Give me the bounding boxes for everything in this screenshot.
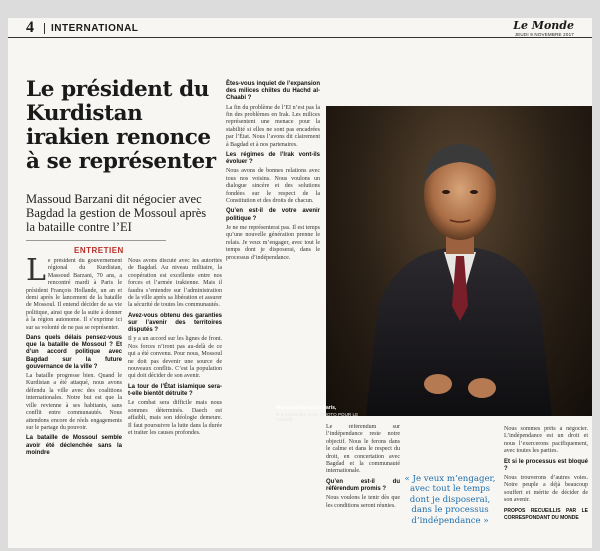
answer: Nous avons de bonnes relations avec tous nos voisins. Nous voulons un dialogue sincère et des solutions fondées sur le respect de la Constitution et des droits de chacun. bbox=[226, 168, 320, 205]
answer: La fin du problème de l’EI n’est pas la fin des problèmes en Irak. Les milices représentent une menace pour la stabilité si elles ne sont pas encadrées par l’État. Nous l’avons dit clairement à Bagdad et à nos partenaires. bbox=[226, 104, 320, 148]
text-column-5 bbox=[504, 426, 588, 548]
answer: Le combat sera difficile mais nous sommes déterminés. Daech est affaibli, mais son idéologie demeure. Il faut poursuivre la lutte dans la durée et traiter les causes profondes. bbox=[128, 400, 222, 436]
question: Qu’en est-il du référendum promis ? bbox=[326, 478, 400, 493]
article-kicker: ENTRETIEN bbox=[74, 246, 124, 255]
masthead-logo: Le Monde bbox=[513, 19, 574, 32]
question: La tour de l’État islamique sera-t-elle bientôt détruite ? bbox=[128, 383, 222, 398]
question: Et si le processus est bloqué ? bbox=[504, 458, 588, 472]
question: La bataille de Mossoul semble avoir été déclenchée sans la moindre bbox=[26, 435, 122, 456]
question: Avez-vous obtenu des garanties sur l’avenir des territoires disputés ? bbox=[128, 312, 222, 334]
lead-text: e président du gouvernement régional du Kurdistan, Massoud Barzani, 70 ans, a rencontré mardi à Paris le président François Hollande, un an et demi après le lancement de la bataille de Mossoul. Il entend décider de sa vie politique, ainsi que de la suite à donner à la région autonome. Il s’exprime ici sur sa volonté de ne pas se représenter. bbox=[26, 258, 122, 331]
pull-quote: « Je veux m’engager, avec tout le temps dont je disposerai, dans le processus d’indépendance » bbox=[404, 474, 496, 526]
dropcap: L bbox=[26, 258, 46, 288]
divider bbox=[26, 240, 166, 241]
answer: La bataille progresse bien. Quand le Kurdistan a été attaqué, nous avons défendu la ville avec des coalitions internationales. Notre but est que la ville revienne à ses habitants, sans conflit entre communautés. Nous attendons encore de réels engagements sur le partage du pouvoir. bbox=[26, 373, 122, 431]
text-column-1 bbox=[26, 258, 122, 548]
answer: Il y a un accord sur les lignes de front. Nos forces n’iront pas au-delà de ce qui a été convenu. Pour nous, Mossoul ne doit pas devenir une source de nouveaux conflits. C’est la population qui doit décider de son avenir. bbox=[128, 336, 222, 380]
article-headline: Le président du Kurdistan irakien renonce à se représenter bbox=[26, 77, 216, 174]
portrait-illustration bbox=[326, 106, 592, 416]
answer: Le référendum sur l’indépendance reste notre objectif. Nous le ferons dans le calme et dans le respect du droit, en concertation avec Bagdad et la communauté internationale. bbox=[326, 424, 400, 475]
answer: Nous avons discuté avec les autorités de Bagdad. Au niveau militaire, la coopération est excellente entre nos forces et l’armée irakienne. Mais il faudra s’entendre sur l’administration de la ville après sa libération et assurer la sécurité de toutes les communautés. bbox=[128, 258, 222, 309]
text-column-4 bbox=[326, 424, 400, 548]
question: Êtes-vous inquiet de l’expansion des milices chiites du Hachd al-Chaabi ? bbox=[226, 81, 320, 102]
page-number: 4 bbox=[26, 19, 34, 36]
answer: Je ne me représenterai pas. Il est temps qu’une nouvelle génération prenne le relais. Je veux m’engager, avec tout le temps dont je disposerai, dans le processus d’indépendance. bbox=[226, 224, 320, 261]
section-label: INTERNATIONAL bbox=[44, 23, 138, 34]
masthead bbox=[513, 19, 574, 37]
answer: Nous sommes prêts à négocier. L’indépendance est un droit et nous l’exercerons pacifiquement, avec toutes les parties. bbox=[504, 426, 588, 455]
answer: Nous trouverons d’autres voies. Notre peuple a déjà beaucoup souffert et mérite de décider de son avenir. bbox=[504, 475, 588, 504]
text-column-3 bbox=[226, 78, 320, 548]
article-subhead: Massoud Barzani dit négocier avec Bagdad la gestion de Mossoul après la bataille contre l’EI bbox=[26, 192, 207, 234]
question: Les régimes de l’Irak vont-ils évoluer ? bbox=[226, 152, 320, 166]
text-column-2 bbox=[128, 258, 222, 548]
question: Qu’en est-il de votre avenir politique ? bbox=[226, 208, 320, 222]
answer: Nous voulons le tenir dès que les conditions seront réunies. bbox=[326, 495, 400, 509]
caption-text: le 8 septembre 2016. PHOTO POUR LE MONDE bbox=[276, 411, 359, 422]
lead-paragraph bbox=[26, 258, 122, 332]
question: Dans quels délais pensez-vous que la bataille de Mossoul ? Et d’un accord politique avec Bagdad sur la future gouvernance de la ville ? bbox=[26, 335, 122, 370]
page-header bbox=[8, 18, 592, 38]
newspaper-page bbox=[8, 18, 592, 548]
portrait-photo bbox=[326, 106, 592, 416]
photo-caption bbox=[276, 406, 366, 423]
issue-date: JEUDI 9 NOVEMBRE 2017 bbox=[514, 32, 574, 37]
caption-title: Massoud Barzani à Paris, bbox=[276, 405, 337, 411]
article-credit: PROPOS RECUEILLIS PAR LE CORRESPONDANT DU MONDE bbox=[504, 507, 588, 521]
